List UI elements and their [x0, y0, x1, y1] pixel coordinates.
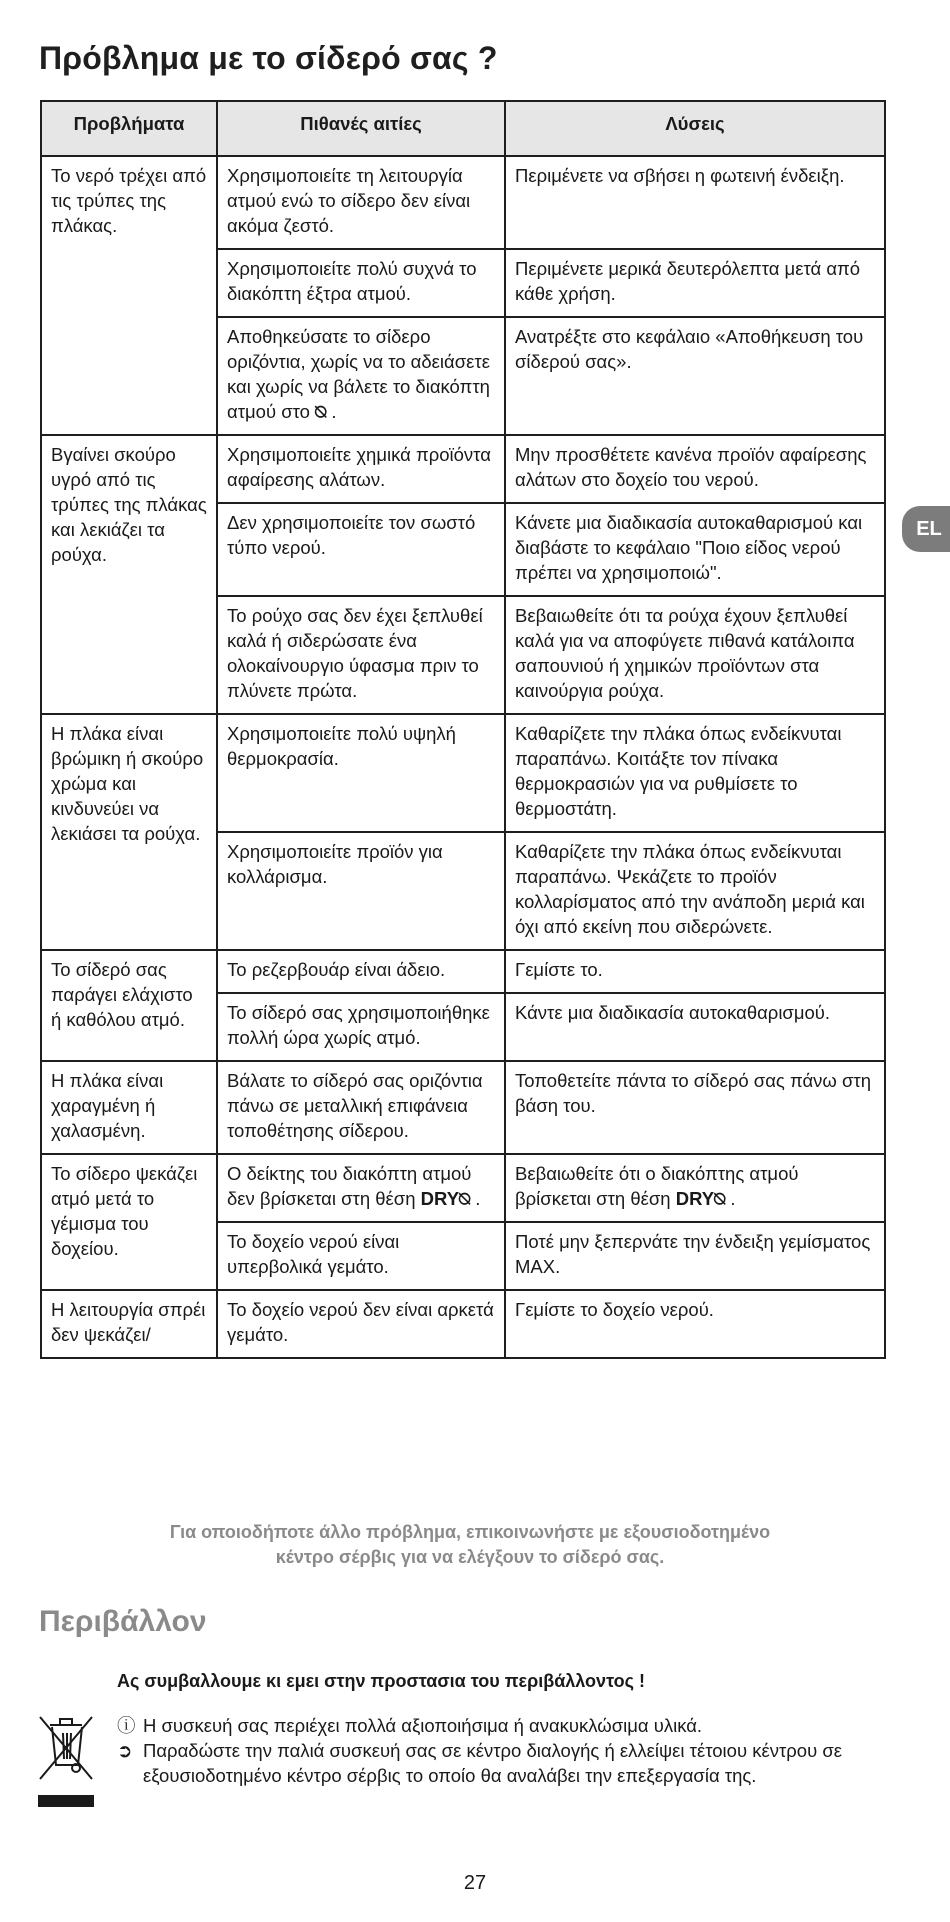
solution-cell: [505, 832, 885, 950]
cause-text: Αποθηκεύσατε το σίδερο οριζόντια, χωρίς να το αδειάσετε και χωρίς να βάλετε το διακόπτη ατμού στο: [227, 326, 490, 422]
problem-cell: Βγαίνει σκούρο υγρό από τις τρύπες της πλάκας και λεκιάζει τα ρούχα.: [41, 435, 217, 714]
cause-cell: [217, 596, 505, 714]
cause-text: Χρησιμοποιείτε χημικά προϊόντα αφαίρεσης αλάτων.: [227, 444, 491, 490]
table-row: [41, 950, 885, 993]
steam-symbol-icon: DRY⍉: [420, 1188, 471, 1209]
cause-text: Το ρούχο σας δεν έχει ξεπλυθεί καλά ή σιδερώσατε ένα ολοκαίνουργιο ύφασμα πριν το πλύνετε πρώτα.: [227, 605, 483, 701]
cause-cell: [217, 832, 505, 950]
solution-cell: [505, 1290, 885, 1358]
support-note-line1: Για οποιοδήποτε άλλο πρόβλημα, επικοινωνήστε με εξουσιοδοτημένο: [169, 1522, 771, 1542]
cause-cell: [217, 317, 505, 435]
problem-cell: Η λειτουργία σπρέι δεν ψεκάζει/: [41, 1290, 217, 1358]
language-tab: EL: [902, 506, 950, 552]
info-icon: ⓘ: [117, 1715, 136, 1736]
table-row: [41, 1290, 885, 1358]
cause-suffix: .: [475, 1188, 481, 1209]
problem-cell: Το σίδερο ψεκάζει ατμό μετά το γέμισμα του δοχείου.: [41, 1154, 217, 1290]
table-row: [41, 435, 885, 503]
cause-text: Χρησιμοποιείτε προϊόν για κολλάρισμα.: [227, 841, 443, 887]
solution-text: Ανατρέξτε στο κεφάλαιο «Αποθήκευση του σίδερού σας».: [515, 326, 864, 372]
header-causes: Πιθανές αιτίες: [217, 101, 505, 156]
solution-cell: [505, 950, 885, 993]
cause-cell: [217, 1222, 505, 1290]
page-title: Πρόβλημα με το σίδερό σας ?: [39, 40, 498, 76]
problem-cell: Το σίδερό σας παράγει ελάχιστο ή καθόλου ατμό.: [41, 950, 217, 1061]
cause-cell: [217, 1061, 505, 1154]
solution-text: Κάντε μια διαδικασία αυτοκαθαρισμού.: [515, 1002, 831, 1023]
cause-cell: [217, 714, 505, 832]
cause-cell: [217, 950, 505, 993]
solution-cell: [505, 156, 885, 249]
solution-text: Κάνετε μια διαδικασία αυτοκαθαρισμού και διαβάστε το κεφάλαιο "Ποιο είδος νερού πρέπει να χρησιμοποιώ".: [515, 512, 863, 583]
troubleshooting-table: [40, 100, 886, 1359]
cause-cell: [217, 156, 505, 249]
cause-text: Χρησιμοποιείτε τη λειτουργία ατμού ενώ το σίδερο δεν είναι ακόμα ζεστό.: [227, 165, 471, 236]
problem-cell: Η πλάκα είναι χαραγμένη ή χαλασμένη.: [41, 1061, 217, 1154]
cause-text: Βάλατε το σίδερό σας οριζόντια πάνω σε μεταλλική επιφάνεια τοποθέτησης σίδερου.: [227, 1070, 483, 1141]
cause-cell: [217, 249, 505, 317]
arrow-icon: ➲: [117, 1740, 133, 1761]
cause-text: Το σίδερό σας χρησιμοποιήθηκε πολλή ώρα χωρίς ατμό.: [227, 1002, 490, 1048]
cause-cell: [217, 1290, 505, 1358]
support-note-line2: κέντρο σέρβις για να ελέγξουν το σίδερό σας.: [275, 1547, 665, 1567]
environment-subtitle: Ας συμβαλλουμε κι εμει στην προστασια του περιβάλλοντος !: [117, 1671, 645, 1691]
cause-cell: [217, 503, 505, 596]
list-item: [117, 1738, 857, 1788]
cause-text: Χρησιμοποιείτε πολύ συχνά το διακόπτη έξτρα ατμού.: [227, 258, 477, 304]
solution-text: Ποτέ μην ξεπερνάτε την ένδειξη γεμίσματος MAX.: [515, 1231, 871, 1277]
solution-cell: [505, 1061, 885, 1154]
solution-text: Γεμίστε το.: [515, 959, 603, 980]
problem-cell: Το νερό τρέχει από τις τρύπες της πλάκας.: [41, 156, 217, 435]
solution-cell: [505, 435, 885, 503]
table-row: [41, 1061, 885, 1154]
solution-text: Βεβαιωθείτε ότι τα ρούχα έχουν ξεπλυθεί καλά για να αποφύγετε πιθανά κατάλοιπα σαπουνιού ή χημικών προϊόντων στα καινούργια ρούχα.: [515, 605, 855, 701]
problem-cell: Η πλάκα είναι βρώμικη ή σκούρο χρώμα και κινδυνεύει να λεκιάσει τα ρούχα.: [41, 714, 217, 950]
solution-text: Περιμένετε μερικά δευτερόλεπτα μετά από κάθε χρήση.: [515, 258, 861, 304]
solution-cell: [505, 317, 885, 435]
header-problems: Προβλήματα: [41, 101, 217, 156]
list-item: [117, 1713, 857, 1738]
cause-cell: [217, 993, 505, 1061]
solution-text: Μην προσθέτετε κανένα προϊόν αφαίρεσης αλάτων στο δοχείο του νερού.: [515, 444, 867, 490]
steam-symbol-icon: ⍉: [315, 401, 327, 422]
solution-suffix: .: [730, 1188, 736, 1209]
table-row: [41, 1154, 885, 1222]
bullet-text: Παραδώστε την παλιά συσκευή σας σε κέντρο διαλογής ή ελλείψει τέτοιου κέντρου σε εξουσιοδοτημένο κέντρο σέρβις το οποίο θα αναλάβει την επεξεργασία της.: [143, 1740, 842, 1786]
cause-text: Δεν χρησιμοποιείτε τον σωστό τύπο νερού.: [227, 512, 476, 558]
solution-text: Καθαρίζετε την πλάκα όπως ενδείκνυται παραπάνω. Ψεκάζετε το προϊόν κολλαρίσματος από την ανάποδη μεριά και όχι από εκείνη που σιδερώνετε.: [515, 841, 865, 937]
cause-text: Χρησιμοποιείτε πολύ υψηλή θερμοκρασία.: [227, 723, 456, 769]
table-header-row: [41, 101, 885, 156]
environment-title: Περιβάλλον: [39, 1605, 207, 1638]
support-note: [70, 1520, 870, 1570]
header-solutions: Λύσεις: [505, 101, 885, 156]
cause-cell: [217, 435, 505, 503]
solution-text: Βεβαιωθείτε ότι ο διακόπτης ατμού βρίσκεται στη θέση: [515, 1163, 799, 1209]
bullet-text: Η συσκευή σας περιέχει πολλά αξιοποιήσιμα ή ανακυκλώσιμα υλικά.: [143, 1715, 703, 1736]
cause-text: Το ρεζερβουάρ είναι άδειο.: [227, 959, 446, 980]
solution-cell: [505, 596, 885, 714]
solution-text: Καθαρίζετε την πλάκα όπως ενδείκνυται παραπάνω. Κοιτάξτε τον πίνακα θερμοκρασιών για να ρυθμίσετε το θερμοστάτη.: [515, 723, 842, 819]
solution-cell: [505, 993, 885, 1061]
solution-text: Περιμένετε να σβήσει η φωτεινή ένδειξη.: [515, 165, 845, 186]
steam-symbol-icon: DRY⍉: [675, 1188, 726, 1209]
table-row: [41, 156, 885, 249]
solution-text: Τοποθετείτε πάντα το σίδερό σας πάνω στη βάση του.: [515, 1070, 872, 1116]
table-row: [41, 714, 885, 832]
cause-text: Το δοχείο νερού είναι υπερβολικά γεμάτο.: [227, 1231, 400, 1277]
solution-cell: [505, 714, 885, 832]
cause-text: Το δοχείο νερού δεν είναι αρκετά γεμάτο.: [227, 1299, 494, 1345]
page-number: 27: [463, 1872, 487, 1894]
solution-cell: [505, 249, 885, 317]
solution-cell: [505, 503, 885, 596]
solution-cell: [505, 1154, 885, 1222]
crossed-out-wheelie-bin-icon: [36, 1715, 96, 1812]
cause-text: Ο δείκτης του διακόπτη ατμού δεν βρίσκεται στη θέση: [227, 1163, 472, 1209]
solution-cell: [505, 1222, 885, 1290]
environment-bullets: [117, 1713, 857, 1788]
solution-text: Γεμίστε το δοχείο νερού.: [515, 1299, 714, 1320]
cause-cell: [217, 1154, 505, 1222]
cause-suffix: .: [331, 401, 337, 422]
table-body: [41, 156, 885, 1358]
